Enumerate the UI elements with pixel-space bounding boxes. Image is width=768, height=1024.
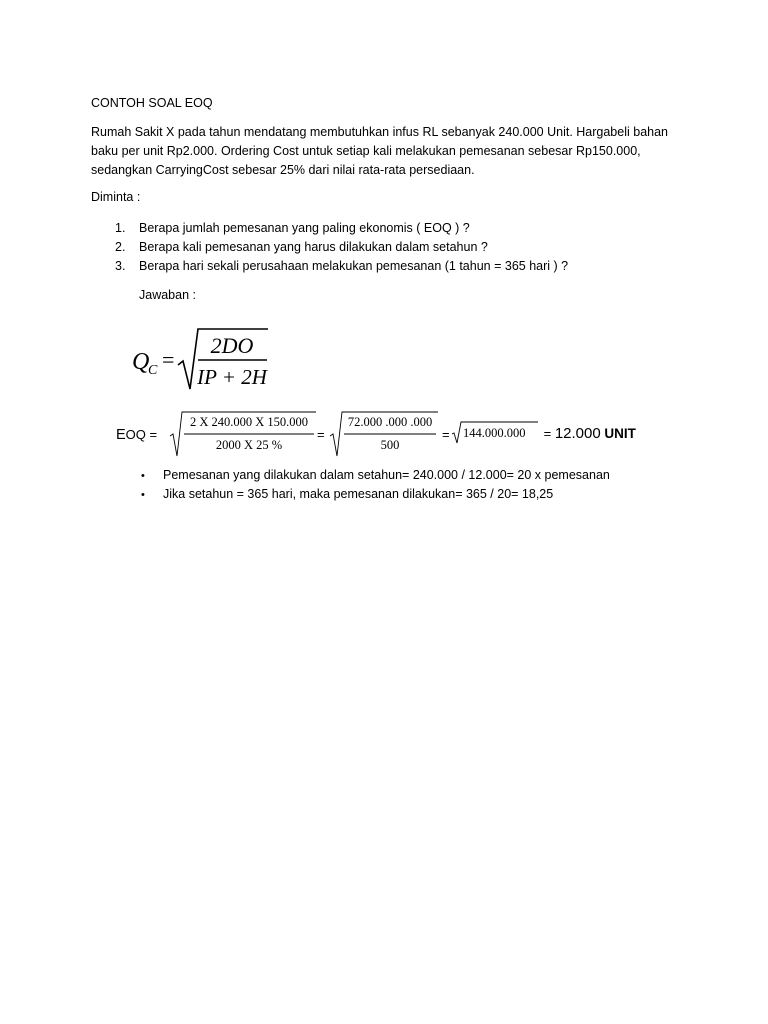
bullet-item [141,466,610,486]
paragraph-line: sedangkan CarryingCost sebesar 25% dari nilai rata-rata persediaan. [91,163,475,177]
bullet-text: Pemesanan yang dilakukan dalam setahun= 240.000 / 12.000= 20 x pemesanan [163,468,610,482]
eoq-label [116,427,157,443]
question-item [115,238,488,257]
eoq-label-rest: OQ = [125,427,158,442]
question-text: Berapa kali pemesanan yang harus dilakukan dalam setahun ? [139,240,488,254]
eoq-result [540,425,636,442]
eoq-label-e: E [116,427,126,443]
question-number: 1. [115,221,126,235]
paragraph-line: baku per unit Rp2.000. Ordering Cost untuk setiap kali melakukan pemesanan sebesar Rp150.000, [91,144,641,158]
question-item [115,257,568,276]
paragraph-line: Rumah Sakit X pada tahun mendatang membutuhkan infus RL sebanyak 240.000 Unit. Hargabeli bahan [91,125,668,139]
diminta-label: Diminta : [91,190,141,204]
question-item [115,219,470,238]
question-number: 3. [115,259,126,273]
formula-lhs-subscript: C [148,363,158,378]
eoq-formula-image [128,323,278,395]
document-title: CONTOH SOAL EOQ [91,96,213,110]
equals-sign: = [540,426,555,441]
formula-numerator: 2DO [210,333,254,358]
question-text: Berapa hari sekali perusahaan melakukan pemesanan (1 tahun = 365 hari ) ? [139,259,569,273]
formula-denominator: IP + 2H [197,365,267,389]
fraction-1-denominator: 2000 X 25 % [215,438,283,452]
equals-sign: = [317,427,325,442]
fraction-1-numerator: 2 X 240.000 X 150.000 [189,415,309,429]
formula-lhs: Q [132,349,150,375]
question-number: 2. [115,240,126,254]
question-text: Berapa jumlah pemesanan yang paling ekonomis ( EOQ ) ? [139,221,470,235]
sqrt-3-value: 144.000.000 [463,426,526,440]
formula-equals: = [162,347,175,372]
fraction-2-numerator: 72.000 .000 .000 [347,415,433,429]
problem-paragraph [91,123,668,180]
jawaban-label: Jawaban : [139,288,196,302]
eoq-result-unit: UNIT [604,426,636,441]
bullet-item [141,485,553,505]
bullet-icon: • [141,470,145,482]
eoq-calculation [116,410,656,460]
bullet-text: Jika setahun = 365 hari, maka pemesanan dilakukan= 365 / 20= 18,25 [163,487,554,501]
equals-sign: = [442,427,450,442]
fraction-2-denominator: 500 [380,438,400,452]
bullet-icon: • [141,489,145,501]
eoq-result-value: 12.000 [554,425,601,442]
